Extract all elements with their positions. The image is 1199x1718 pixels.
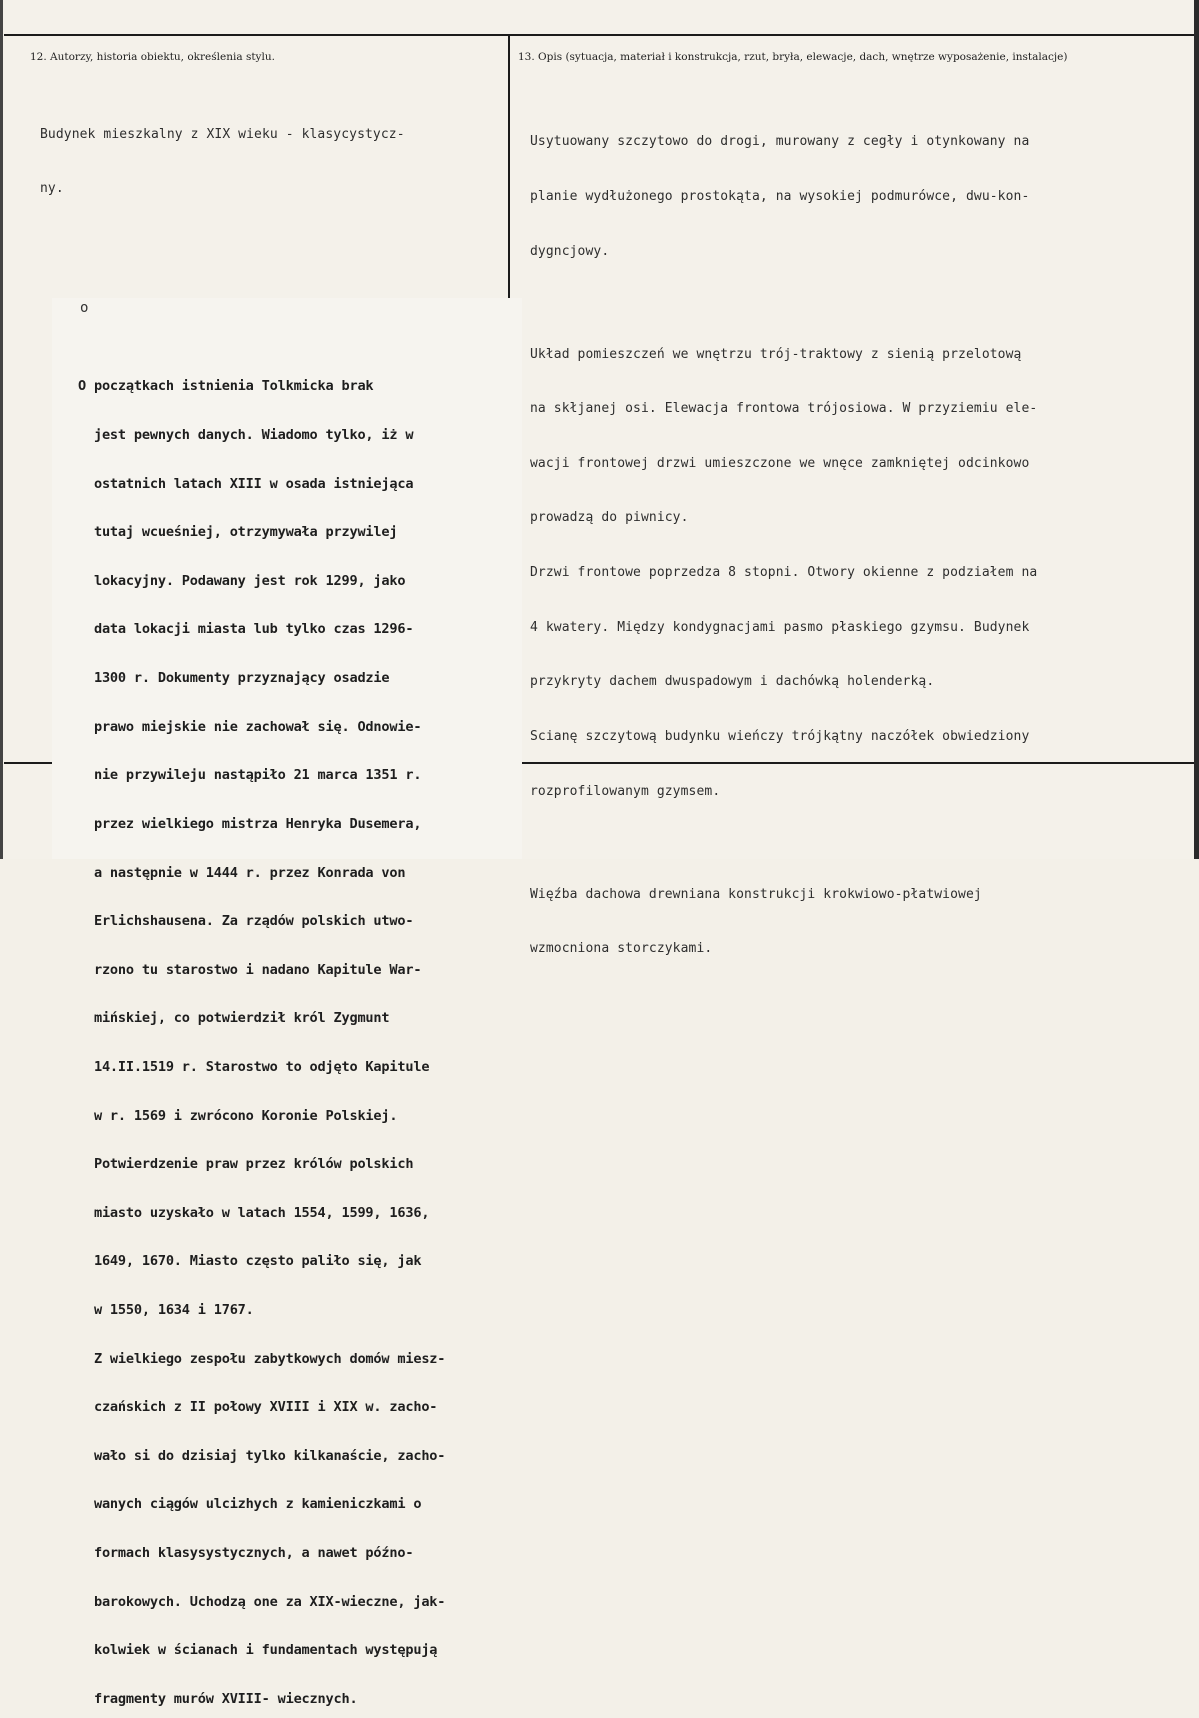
text-line: 1300 r. Dokumenty przyznający osadzie: [78, 670, 390, 687]
text-line: Erlichshausena. Za rządów polskich utwo-: [78, 913, 414, 930]
text-line: Scianę szczytową budynku wieńczy trójkątny naczółek obwiedziony: [530, 728, 1030, 744]
text-line: planie wydłużonego prostokąta, na wysokiej podmurówce, dwu-kon-: [530, 189, 1030, 205]
text-line: Z wielkiego zespołu zabytkowych domów miesz-: [78, 1350, 446, 1367]
text-line: mińskiej, co potwierdził król Zygmunt: [78, 1010, 390, 1027]
text-line: Układ pomieszczeń we wnętrzu trój-traktowy z sienią przelotową: [530, 346, 1022, 362]
text-line: prawo miejskie nie zachował się. Odnowie-: [78, 718, 422, 735]
text-line: 4 kwatery. Między kondygnacjami pasmo płaskiego gzymsu. Budynek: [530, 619, 1030, 635]
text-line: [530, 297, 1037, 309]
text-line: prowadzą do piwnicy.: [530, 510, 689, 526]
history-text: [78, 346, 445, 1718]
text-line: Budynek mieszkalny z XIX wieku - klasycystycz-: [40, 127, 405, 142]
text-line: w r. 1569 i zwrócono Koronie Polskiej.: [78, 1107, 398, 1124]
text-line: jest pewnych danych. Wiadomo tylko, iż w: [78, 427, 414, 444]
text-line: data lokacji miasta lub tylko czas 1296-: [78, 621, 414, 638]
object-description: [530, 97, 1037, 995]
pasted-mark: o: [80, 300, 89, 316]
text-line: nie przywileju nastąpiło 21 marca 1351 r.: [78, 767, 422, 784]
text-line: ostatnich latach XIII w osada istniejąca: [78, 475, 414, 492]
text-line: Usytuowany szczytowo do drogi, murowany z cegły i otynkowany na: [530, 134, 1030, 150]
text-line: dygncjowy.: [530, 243, 610, 259]
text-line: w 1550, 1634 i 1767.: [78, 1301, 254, 1318]
text-line: lokacyjny. Podawany jest rok 1299, jako: [78, 572, 406, 589]
text-line: na skłjanej osi. Elewacja frontowa trójosiowa. W przyziemiu ele-: [530, 401, 1038, 417]
text-line: wzmocniona storczykami.: [530, 941, 713, 957]
left-edge-line: [0, 0, 3, 859]
text-line: a następnie w 1444 r. przez Konrada von: [78, 864, 406, 881]
text-line: barokowych. Uchodzą one za XIX-wieczne, jak-: [78, 1593, 446, 1610]
text-line: Więźba dachowa drewniana konstrukcji krokwiowo-płatwiowej: [530, 886, 982, 902]
text-line: przez wielkiego mistrza Henryka Dusemera,: [78, 815, 422, 832]
style-description: [40, 90, 405, 234]
text-line: przykryty dachem dwuspadowym i dachówką holenderką.: [530, 674, 935, 690]
text-line: 14.II.1519 r. Starostwo to odjęto Kapitule: [78, 1058, 430, 1075]
text-line: czańskich z II połowy XVIII i XIX w. zacho-: [78, 1399, 438, 1416]
text-line: [530, 837, 1037, 849]
text-line: wacji frontowej drzwi umieszczone we wnęce zamkniętej odcinkowo: [530, 455, 1030, 471]
text-line: Potwierdzenie praw przez królów polskich: [78, 1156, 414, 1173]
text-line: ny.: [40, 181, 64, 196]
section-12-heading: 12. Autorzy, historia obiektu, określenia stylu.: [30, 51, 275, 63]
text-line: rozprofilowanym gzymsem.: [530, 783, 721, 799]
text-line: kolwiek w ścianach i fundamentach występują: [78, 1642, 438, 1659]
text-line: fragmenty murów XVIII- wiecznych.: [78, 1690, 358, 1707]
text-line: formach klasysystycznych, a nawet późno-: [78, 1545, 414, 1562]
text-line: miasto uzyskało w latach 1554, 1599, 1636,: [78, 1204, 430, 1221]
text-line: 1649, 1670. Miasto często paliło się, jak: [78, 1253, 422, 1270]
text-line: O początkach istnienia Tolkmicka brak: [78, 378, 374, 395]
text-line: rzono tu starostwo i nadano Kapitule War-: [78, 961, 422, 978]
top-rule: [4, 34, 1194, 36]
text-line: Drzwi frontowe poprzedza 8 stopni. Otwory okienne z podziałem na: [530, 565, 1038, 581]
right-edge-line: [1194, 0, 1199, 859]
text-line: tutaj wcueśniej, otrzymywała przywilej: [78, 524, 398, 541]
section-13-heading: 13. Opis (sytuacja, materiał i konstrukcja, rzut, bryła, elewacje, dach, wnętrze wyposażenie, instalacje): [518, 51, 1068, 63]
text-line: wanych ciągów ulcizhych z kamieniczkami o: [78, 1496, 422, 1513]
text-line: wało si do dzisiaj tylko kilkanaście, zacho-: [78, 1447, 446, 1464]
